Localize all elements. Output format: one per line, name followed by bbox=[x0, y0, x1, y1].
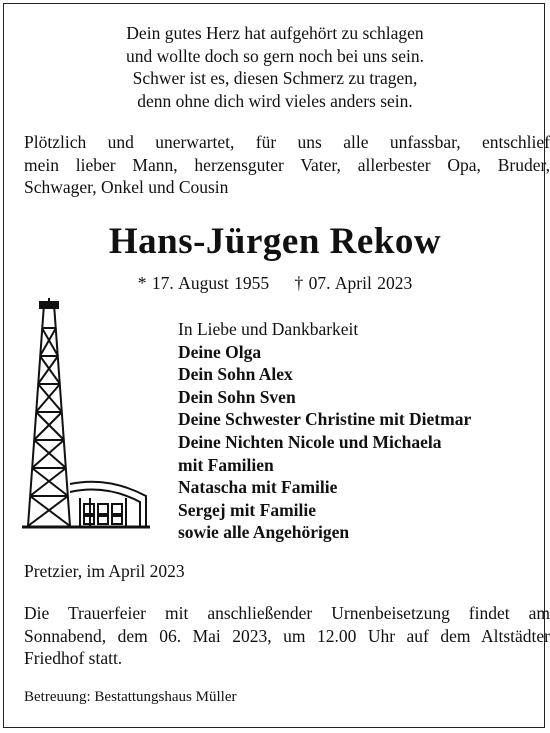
poem bbox=[0, 22, 550, 112]
poem-line: Schwer ist es, diesen Schmerz zu tragen, bbox=[132, 68, 418, 88]
mourner-name: Sergej mit Familie bbox=[178, 499, 317, 520]
mourner-name: mit Familien bbox=[178, 454, 274, 475]
birth-date: * 17. August 1955 bbox=[137, 273, 270, 293]
intro-line: Schwager, Onkel und Cousin bbox=[24, 177, 229, 197]
mourner-name: Dein Sohn Sven bbox=[178, 386, 296, 407]
death-date: † 07. April 2023 bbox=[294, 273, 413, 293]
deceased-name: Hans-Jürgen Rekow bbox=[108, 221, 442, 262]
mourner-name: Natascha mit Familie bbox=[178, 477, 338, 498]
mourners-intro: In Liebe und Dankbarkeit bbox=[178, 319, 359, 339]
poem-line: Dein gutes Herz hat aufgehört zu schlagen bbox=[126, 23, 424, 43]
poem-line: denn ohne dich wird vieles anders sein. bbox=[137, 90, 413, 111]
life-dates bbox=[0, 272, 550, 294]
undertaker-credit: Betreuung: Bestattungshaus Müller bbox=[24, 689, 237, 705]
funeral-line: Friedhof statt. bbox=[24, 648, 123, 668]
mourner-name: Deine Nichten Nicole und Michaela bbox=[178, 431, 442, 452]
place-date: Pretzier, im April 2023 bbox=[24, 561, 185, 581]
mourner-name: sowie alle Angehörigen bbox=[178, 522, 350, 543]
intro-line: Plötzlich und unerwartet, für uns alle unfassbar, entschlief bbox=[24, 132, 550, 152]
intro-text bbox=[24, 131, 550, 199]
oil-derrick-icon bbox=[18, 298, 158, 530]
poem-line: und wollte doch so gern noch bei uns sein. bbox=[126, 45, 424, 66]
mourner-name: Dein Sohn Alex bbox=[178, 364, 293, 385]
mourners-list bbox=[178, 318, 471, 544]
mourner-name: Deine Schwester Christine mit Dietmar bbox=[178, 409, 472, 430]
funeral-notice bbox=[24, 602, 550, 670]
mourner-name: Deine Olga bbox=[178, 341, 262, 362]
funeral-line: Sonnabend, dem 06. Mai 2023, um 12.00 Uhr auf dem Altstädter bbox=[24, 625, 550, 646]
intro-line: mein lieber Mann, herzensguter Vater, allerbester Opa, Bruder, bbox=[24, 154, 550, 175]
funeral-line: Die Trauerfeier mit anschließender Urnenbeisetzung findet am bbox=[24, 603, 550, 623]
